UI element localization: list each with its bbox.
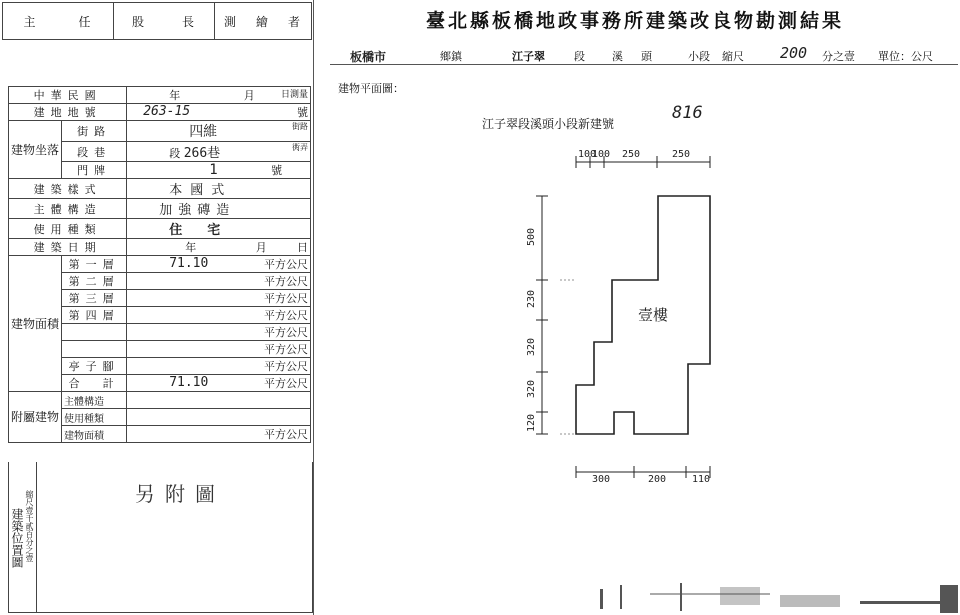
sign-label: 長 xyxy=(181,14,196,29)
lot-label: 建地地號 xyxy=(9,104,127,121)
scan-artifact xyxy=(560,575,960,615)
attached-area-label: 建物面積 xyxy=(62,426,127,443)
area-unit: 平方公尺 xyxy=(264,292,308,305)
city-value: 板橋市 xyxy=(350,50,387,64)
total-label: 合 計 xyxy=(62,375,127,392)
scale-value: 200 xyxy=(780,44,808,62)
total-area-cell xyxy=(127,375,311,392)
area-unit: 平方公尺 xyxy=(264,343,308,356)
floor-label: 第四層 xyxy=(62,307,127,324)
left-dim-label: 500 xyxy=(526,227,537,246)
section-label: 段 xyxy=(574,50,585,63)
township-label: 鄉鎮 xyxy=(440,50,462,63)
location-label-text: 建築位置圖 xyxy=(10,508,24,568)
street-value: 四維 xyxy=(189,124,218,140)
door-value: 1 xyxy=(209,162,218,178)
lane-cell xyxy=(127,142,311,162)
lane-label: 段巷 xyxy=(62,142,127,162)
floor-plan-drawing xyxy=(318,140,738,490)
floor-area-cell xyxy=(127,358,311,375)
street-cell xyxy=(127,121,311,142)
use-cell xyxy=(127,219,311,239)
scale-suffix: 分之壹 xyxy=(822,50,855,63)
floor-area-cell xyxy=(127,324,311,341)
lane-suffix: 衖弄 xyxy=(292,143,308,152)
left-dim-label: 320 xyxy=(526,379,537,398)
total-area-value: 71.10 xyxy=(169,375,209,390)
attached-structure-cell xyxy=(127,392,311,409)
area-unit: 平方公尺 xyxy=(264,360,308,373)
subsection-label: 小段 xyxy=(688,50,710,63)
lot-cell xyxy=(127,104,311,121)
subsection-value: 溪頭 xyxy=(612,50,670,63)
door-suffix: 號 xyxy=(271,164,283,177)
building-number-label: 江子翠段溪頭小段新建號 xyxy=(482,117,615,131)
floor-area-cell xyxy=(127,341,311,358)
sign-label: 繪 xyxy=(255,14,270,29)
area-unit: 平方公尺 xyxy=(264,326,308,339)
sign-label: 者 xyxy=(287,14,302,29)
floor-area-cell xyxy=(127,273,311,290)
survey-date-cell xyxy=(127,87,311,104)
door-cell xyxy=(127,162,311,179)
door-label: 門牌 xyxy=(62,162,127,179)
street-suffix: 街路 xyxy=(292,122,308,131)
document-title: 臺北縣板橋地政事務所建築改良物勘測結果 xyxy=(425,10,844,32)
area-unit: 平方公尺 xyxy=(264,428,308,441)
left-dim-label: 320 xyxy=(526,337,537,356)
floor-area-cell xyxy=(127,256,311,273)
floor-plan-title: 建物平面圖： xyxy=(338,82,404,95)
sign-label: 主 xyxy=(23,14,38,29)
scale-label: 縮尺 xyxy=(722,50,744,63)
location-divider xyxy=(36,462,37,612)
location-line xyxy=(330,44,958,65)
lane-value: 266巷 xyxy=(183,146,221,161)
style-value: 本國式 xyxy=(169,183,233,198)
attached-structure-label: 主體構造 xyxy=(62,392,127,409)
attached-area-cell xyxy=(127,426,311,443)
section-chief-cell xyxy=(114,3,215,39)
sign-label: 任 xyxy=(78,14,93,29)
floor-label xyxy=(62,324,127,341)
top-dim-label: 250 xyxy=(672,149,691,160)
floor-label: 亭子腳 xyxy=(62,358,127,375)
top-dim-label: 100 xyxy=(592,149,611,160)
location-note: 縮尺壹千貳百分之壹 xyxy=(25,490,34,562)
style-label: 建築樣式 xyxy=(9,179,127,199)
lane-prefix: 段 xyxy=(169,147,181,160)
month-label: 月 xyxy=(243,89,255,102)
top-dim-label: 100 xyxy=(578,149,597,160)
bottom-dim-label: 300 xyxy=(592,474,611,485)
area-unit: 平方公尺 xyxy=(264,258,308,271)
structure-value: 加強磚造 xyxy=(159,203,236,218)
sign-label: 測 xyxy=(223,14,238,29)
area-group-label: 建物面積 xyxy=(9,256,62,392)
address-group-label: 建物坐落 xyxy=(9,121,62,179)
bottom-dim-label: 200 xyxy=(648,474,667,485)
build-date-label: 建築日期 xyxy=(9,239,127,256)
structure-cell xyxy=(127,199,311,219)
left-dim-label: 120 xyxy=(526,413,537,432)
floor-area-cell xyxy=(127,290,311,307)
use-value: 住 宅 xyxy=(169,223,227,238)
building-label: 壹樓 xyxy=(638,306,669,324)
lot-value: 263-15 xyxy=(143,104,191,119)
signoff-box xyxy=(2,2,312,40)
street-label: 街路 xyxy=(62,121,127,142)
attached-use-cell xyxy=(127,409,311,426)
section-value: 江子翠 xyxy=(512,50,545,63)
structure-label: 主體構造 xyxy=(9,199,127,219)
floor-area-cell xyxy=(127,307,311,324)
attached-group-label: 附屬建物 xyxy=(9,392,62,443)
floor-label: 第三層 xyxy=(62,290,127,307)
sign-label: 股 xyxy=(131,14,146,29)
area-unit: 平方公尺 xyxy=(264,275,308,288)
inner-ticks xyxy=(560,280,576,434)
floor-label: 第一層 xyxy=(62,256,127,273)
build-month-label: 月 xyxy=(255,241,267,254)
floor-label xyxy=(62,341,127,358)
column-divider xyxy=(313,0,314,615)
area-unit: 平方公尺 xyxy=(264,309,308,322)
build-year-label: 年 xyxy=(185,241,197,254)
floor-area-value: 71.10 xyxy=(169,256,209,271)
survey-suffix: 日測量 xyxy=(280,90,308,100)
location-reference: 另附圖 xyxy=(135,482,225,506)
chief-cell xyxy=(3,3,114,39)
area-unit: 平方公尺 xyxy=(264,377,308,390)
use-label: 使用種類 xyxy=(9,219,127,239)
build-day-label: 日 xyxy=(297,241,308,254)
year-label: 年 xyxy=(169,89,181,102)
left-dim-label: 230 xyxy=(526,289,537,308)
unit-label: 單位：公尺 xyxy=(878,50,933,63)
style-cell xyxy=(127,179,311,199)
property-form xyxy=(8,86,311,443)
floor-label: 第二層 xyxy=(62,273,127,290)
attached-use-label: 使用種類 xyxy=(62,409,127,426)
bottom-dim-label: 110 xyxy=(692,474,711,485)
build-date-cell xyxy=(127,239,311,256)
building-number-value: 816 xyxy=(672,103,703,123)
surveyor-cell xyxy=(215,3,311,39)
lot-suffix: 號 xyxy=(297,106,308,119)
left-dimension-line xyxy=(536,196,548,434)
survey-date-label: 中華民國 xyxy=(9,87,127,104)
top-dim-label: 250 xyxy=(622,149,641,160)
